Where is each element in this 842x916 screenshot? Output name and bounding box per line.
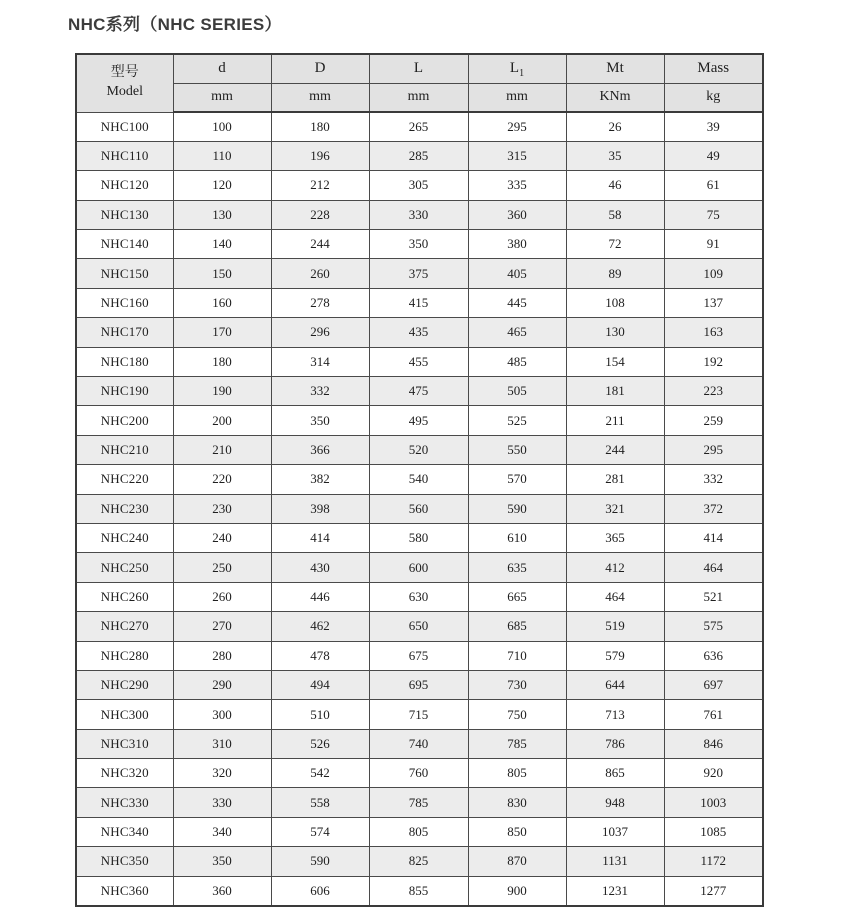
cell-Mt: 26	[566, 112, 664, 141]
table-header	[76, 54, 763, 112]
table-row	[76, 377, 763, 406]
cell-L1: 730	[468, 670, 566, 699]
cell-model: NHC190	[76, 377, 173, 406]
cell-D: 590	[271, 847, 369, 876]
cell-L1: 590	[468, 494, 566, 523]
cell-model: NHC180	[76, 347, 173, 376]
table-row	[76, 847, 763, 876]
cell-d: 220	[173, 465, 271, 494]
cell-model: NHC210	[76, 435, 173, 464]
cell-Mt: 865	[566, 759, 664, 788]
cell-L: 855	[369, 876, 468, 905]
cell-D: 228	[271, 200, 369, 229]
table-row	[76, 553, 763, 582]
cell-Mt: 46	[566, 171, 664, 200]
cell-model: NHC100	[76, 112, 173, 141]
cell-L1: 360	[468, 200, 566, 229]
cell-d: 130	[173, 200, 271, 229]
cell-Mass: 372	[664, 494, 763, 523]
cell-Mass: 295	[664, 435, 763, 464]
cell-D: 278	[271, 288, 369, 317]
col-unit-L: mm	[369, 83, 468, 112]
cell-d: 320	[173, 759, 271, 788]
cell-d: 210	[173, 435, 271, 464]
cell-L: 580	[369, 523, 468, 552]
cell-Mt: 58	[566, 200, 664, 229]
cell-d: 120	[173, 171, 271, 200]
cell-Mt: 211	[566, 406, 664, 435]
cell-D: 244	[271, 230, 369, 259]
table-row	[76, 612, 763, 641]
cell-model: NHC360	[76, 876, 173, 905]
cell-Mass: 414	[664, 523, 763, 552]
cell-model: NHC200	[76, 406, 173, 435]
cell-model: NHC110	[76, 141, 173, 170]
cell-model: NHC340	[76, 817, 173, 846]
cell-Mt: 948	[566, 788, 664, 817]
cell-d: 270	[173, 612, 271, 641]
cell-Mass: 137	[664, 288, 763, 317]
cell-model: NHC310	[76, 729, 173, 758]
cell-D: 510	[271, 700, 369, 729]
col-unit-Mt: KNm	[566, 83, 664, 112]
cell-Mass: 163	[664, 318, 763, 347]
col-header-model-en: Model	[106, 84, 144, 100]
cell-D: 494	[271, 670, 369, 699]
cell-D: 180	[271, 112, 369, 141]
cell-model: NHC320	[76, 759, 173, 788]
table-row	[76, 876, 763, 905]
table-row	[76, 494, 763, 523]
cell-L: 285	[369, 141, 468, 170]
cell-d: 360	[173, 876, 271, 905]
cell-d: 110	[173, 141, 271, 170]
cell-L1: 525	[468, 406, 566, 435]
cell-D: 446	[271, 582, 369, 611]
cell-Mass: 575	[664, 612, 763, 641]
cell-Mt: 281	[566, 465, 664, 494]
cell-D: 430	[271, 553, 369, 582]
cell-L: 495	[369, 406, 468, 435]
cell-d: 230	[173, 494, 271, 523]
cell-model: NHC130	[76, 200, 173, 229]
cell-Mt: 365	[566, 523, 664, 552]
table-row	[76, 141, 763, 170]
cell-Mt: 1231	[566, 876, 664, 905]
cell-d: 160	[173, 288, 271, 317]
table-row	[76, 406, 763, 435]
cell-Mass: 61	[664, 171, 763, 200]
cell-L: 650	[369, 612, 468, 641]
cell-L1: 870	[468, 847, 566, 876]
cell-D: 526	[271, 729, 369, 758]
cell-Mt: 786	[566, 729, 664, 758]
cell-Mt: 130	[566, 318, 664, 347]
table-row	[76, 200, 763, 229]
cell-L: 825	[369, 847, 468, 876]
cell-Mt: 412	[566, 553, 664, 582]
cell-L1: 315	[468, 141, 566, 170]
cell-model: NHC120	[76, 171, 173, 200]
table-row	[76, 465, 763, 494]
table-row	[76, 700, 763, 729]
cell-Mass: 223	[664, 377, 763, 406]
table-row	[76, 670, 763, 699]
cell-Mass: 39	[664, 112, 763, 141]
cell-L: 805	[369, 817, 468, 846]
col-header-model-cn: 型号	[110, 65, 139, 81]
table-row	[76, 230, 763, 259]
header-row-units	[76, 83, 763, 112]
table-row	[76, 788, 763, 817]
cell-Mass: 332	[664, 465, 763, 494]
cell-L1: 465	[468, 318, 566, 347]
col-unit-L1: mm	[468, 83, 566, 112]
cell-L: 715	[369, 700, 468, 729]
cell-d: 240	[173, 523, 271, 552]
cell-Mass: 91	[664, 230, 763, 259]
cell-Mass: 636	[664, 641, 763, 670]
cell-D: 398	[271, 494, 369, 523]
cell-Mass: 521	[664, 582, 763, 611]
cell-model: NHC280	[76, 641, 173, 670]
cell-model: NHC290	[76, 670, 173, 699]
cell-model: NHC330	[76, 788, 173, 817]
cell-L: 760	[369, 759, 468, 788]
cell-D: 196	[271, 141, 369, 170]
cell-L1: 445	[468, 288, 566, 317]
cell-D: 314	[271, 347, 369, 376]
table-row	[76, 347, 763, 376]
cell-Mass: 259	[664, 406, 763, 435]
cell-Mt: 89	[566, 259, 664, 288]
cell-Mt: 713	[566, 700, 664, 729]
cell-Mt: 464	[566, 582, 664, 611]
cell-Mt: 72	[566, 230, 664, 259]
col-header-L: L	[369, 54, 468, 83]
cell-L1: 295	[468, 112, 566, 141]
cell-model: NHC220	[76, 465, 173, 494]
cell-L1: 380	[468, 230, 566, 259]
cell-Mass: 1085	[664, 817, 763, 846]
cell-L1: 900	[468, 876, 566, 905]
cell-d: 100	[173, 112, 271, 141]
cell-L: 305	[369, 171, 468, 200]
header-row-labels	[76, 54, 763, 83]
cell-model: NHC350	[76, 847, 173, 876]
cell-Mass: 846	[664, 729, 763, 758]
cell-L: 560	[369, 494, 468, 523]
cell-D: 414	[271, 523, 369, 552]
cell-Mass: 49	[664, 141, 763, 170]
cell-d: 260	[173, 582, 271, 611]
cell-L: 540	[369, 465, 468, 494]
cell-d: 300	[173, 700, 271, 729]
table-row	[76, 288, 763, 317]
cell-L1: 610	[468, 523, 566, 552]
cell-D: 350	[271, 406, 369, 435]
cell-d: 170	[173, 318, 271, 347]
cell-Mass: 920	[664, 759, 763, 788]
cell-d: 200	[173, 406, 271, 435]
cell-D: 332	[271, 377, 369, 406]
cell-model: NHC140	[76, 230, 173, 259]
col-unit-d: mm	[173, 83, 271, 112]
cell-Mass: 1277	[664, 876, 763, 905]
cell-model: NHC150	[76, 259, 173, 288]
cell-L1: 785	[468, 729, 566, 758]
col-header-Mt: Mt	[566, 54, 664, 83]
cell-D: 542	[271, 759, 369, 788]
cell-L1: 570	[468, 465, 566, 494]
cell-Mt: 1131	[566, 847, 664, 876]
cell-d: 330	[173, 788, 271, 817]
cell-Mass: 464	[664, 553, 763, 582]
table-row	[76, 435, 763, 464]
cell-L1: 335	[468, 171, 566, 200]
cell-L: 375	[369, 259, 468, 288]
cell-L1: 405	[468, 259, 566, 288]
cell-d: 150	[173, 259, 271, 288]
cell-L1: 550	[468, 435, 566, 464]
col-unit-Mass: kg	[664, 83, 763, 112]
cell-D: 296	[271, 318, 369, 347]
cell-d: 250	[173, 553, 271, 582]
cell-L: 455	[369, 347, 468, 376]
cell-L1: 750	[468, 700, 566, 729]
cell-L: 675	[369, 641, 468, 670]
table-row	[76, 318, 763, 347]
cell-model: NHC230	[76, 494, 173, 523]
col-header-Mass: Mass	[664, 54, 763, 83]
cell-L1: 850	[468, 817, 566, 846]
cell-d: 290	[173, 670, 271, 699]
cell-L: 740	[369, 729, 468, 758]
cell-L1: 685	[468, 612, 566, 641]
table-row	[76, 171, 763, 200]
cell-d: 350	[173, 847, 271, 876]
table-row	[76, 759, 763, 788]
cell-d: 280	[173, 641, 271, 670]
col-header-d: d	[173, 54, 271, 83]
cell-Mt: 519	[566, 612, 664, 641]
table-row	[76, 112, 763, 141]
cell-model: NHC300	[76, 700, 173, 729]
cell-Mt: 35	[566, 141, 664, 170]
col-header-model	[76, 54, 173, 112]
cell-Mass: 1172	[664, 847, 763, 876]
cell-model: NHC170	[76, 318, 173, 347]
cell-Mass: 761	[664, 700, 763, 729]
table-row	[76, 817, 763, 846]
cell-model: NHC240	[76, 523, 173, 552]
cell-d: 140	[173, 230, 271, 259]
cell-d: 180	[173, 347, 271, 376]
cell-L: 695	[369, 670, 468, 699]
cell-Mass: 192	[664, 347, 763, 376]
cell-model: NHC260	[76, 582, 173, 611]
cell-D: 462	[271, 612, 369, 641]
cell-L: 520	[369, 435, 468, 464]
col-header-L1: $L_1$	[468, 54, 566, 83]
col-unit-D: mm	[271, 83, 369, 112]
nhc-series-table	[75, 53, 764, 907]
cell-Mt: 321	[566, 494, 664, 523]
cell-L1: 805	[468, 759, 566, 788]
table-row	[76, 582, 763, 611]
page-title: NHC系列（NHC SERIES）	[68, 15, 282, 34]
cell-L: 600	[369, 553, 468, 582]
cell-L: 330	[369, 200, 468, 229]
cell-Mt: 1037	[566, 817, 664, 846]
cell-d: 190	[173, 377, 271, 406]
cell-D: 574	[271, 817, 369, 846]
cell-D: 558	[271, 788, 369, 817]
cell-Mt: 181	[566, 377, 664, 406]
cell-Mass: 1003	[664, 788, 763, 817]
cell-D: 366	[271, 435, 369, 464]
cell-L: 785	[369, 788, 468, 817]
cell-Mt: 154	[566, 347, 664, 376]
cell-L1: 830	[468, 788, 566, 817]
cell-Mass: 697	[664, 670, 763, 699]
cell-D: 260	[271, 259, 369, 288]
cell-model: NHC270	[76, 612, 173, 641]
cell-L: 415	[369, 288, 468, 317]
cell-D: 478	[271, 641, 369, 670]
table-row	[76, 729, 763, 758]
cell-Mass: 109	[664, 259, 763, 288]
cell-Mt: 644	[566, 670, 664, 699]
cell-D: 212	[271, 171, 369, 200]
cell-Mt: 108	[566, 288, 664, 317]
table-row	[76, 523, 763, 552]
cell-model: NHC160	[76, 288, 173, 317]
cell-L: 630	[369, 582, 468, 611]
cell-d: 340	[173, 817, 271, 846]
col-header-D: D	[271, 54, 369, 83]
table-row	[76, 641, 763, 670]
table-row	[76, 259, 763, 288]
table-body	[76, 112, 763, 906]
cell-L: 350	[369, 230, 468, 259]
cell-D: 382	[271, 465, 369, 494]
cell-L1: 485	[468, 347, 566, 376]
cell-L: 265	[369, 112, 468, 141]
cell-Mt: 244	[566, 435, 664, 464]
cell-L1: 665	[468, 582, 566, 611]
cell-L: 435	[369, 318, 468, 347]
cell-D: 606	[271, 876, 369, 905]
cell-Mass: 75	[664, 200, 763, 229]
cell-d: 310	[173, 729, 271, 758]
cell-L1: 635	[468, 553, 566, 582]
cell-L1: 505	[468, 377, 566, 406]
cell-L: 475	[369, 377, 468, 406]
cell-Mt: 579	[566, 641, 664, 670]
cell-model: NHC250	[76, 553, 173, 582]
cell-L1: 710	[468, 641, 566, 670]
